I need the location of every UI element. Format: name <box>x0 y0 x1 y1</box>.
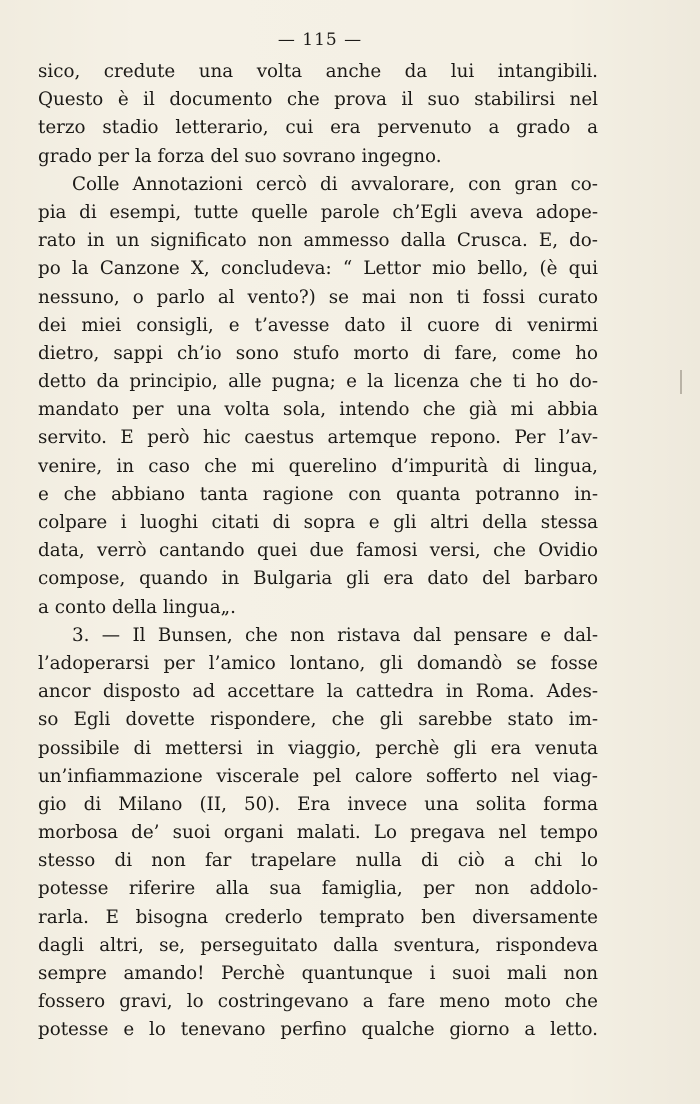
text-line: colpare i luoghi citati di sopra e gli altri della stessa <box>38 512 598 533</box>
text-line: so Egli dovette rispondere, che gli sarebbe stato im- <box>38 709 598 731</box>
text-line: dagli altri, se, perseguitato dalla sventura, rispondeva <box>38 934 598 956</box>
body-text <box>38 58 598 1045</box>
text-line: rato in un significato non ammesso dalla Crusca. E, do- <box>38 230 598 252</box>
text-line: sempre amando! Perchè quantunque i suoi mali non <box>38 963 598 984</box>
text-line: possibile di mettersi in viaggio, perchè gli era venuta <box>38 737 598 759</box>
text-line: servito. E però hic caestus artemque repono. Per l’av- <box>38 427 598 449</box>
text-line: mandato per una volta sola, intendo che già mi abbia <box>38 399 598 421</box>
text-line: morbosa de’ suoi organi malati. Lo pregava nel tempo <box>38 822 598 844</box>
text-line: gio di Milano (II, 50). Era invece una solita forma <box>38 793 598 815</box>
text-line: e che abbiano tanta ragione con quanta potranno in- <box>38 483 598 505</box>
text-line: un’infiammazione viscerale pel calore sofferto nel viag- <box>38 765 598 787</box>
text-line: potesse riferire alla sua famiglia, per non addolo- <box>38 878 598 900</box>
text-line: venire, in caso che mi querelino d’impurità di lingua, <box>38 455 598 477</box>
text-line: po la Canzone X, concludeva: “ Lettor mio bello, (è qui <box>38 258 598 280</box>
text-line: detto da principio, alle pugna; e la licenza che ti ho do- <box>38 371 598 393</box>
text-line: pia di esempi, tutte quelle parole ch’Egli aveva adope- <box>38 201 598 223</box>
text-line: 3. — Il Bunsen, che non ristava dal pensare e dal- <box>72 624 598 646</box>
text-line: potesse e lo tenevano perfino qualche giorno a letto. <box>38 1019 598 1041</box>
text-line: ancor disposto ad accettare la cattedra in Roma. Ades- <box>38 681 598 703</box>
margin-mark <box>680 370 682 394</box>
text-line: a conto della lingua„. <box>38 596 236 618</box>
text-line: terzo stadio letterario, cui era pervenuto a grado a <box>38 117 598 139</box>
text-line: dietro, sappi ch’io sono stufo morto di fare, come ho <box>38 342 598 364</box>
text-line: sico, credute una volta anche da lui intangibili. <box>38 61 598 82</box>
text-line: dei miei consigli, e t’avesse dato il cuore di venirmi <box>38 314 598 336</box>
text-line: grado per la forza del suo sovrano ingegno. <box>38 145 442 167</box>
text-line: nessuno, o parlo al vento?) se mai non ti fossi curato <box>38 286 598 308</box>
text-line: data, verrò cantando quei due famosi versi, che Ovidio <box>38 540 598 562</box>
text-line: fossero gravi, lo costringevano a fare meno moto che <box>38 991 598 1013</box>
text-line: rarla. E bisogna crederlo temprato ben diversamente <box>38 906 598 928</box>
page-number: — 115 — <box>277 30 363 50</box>
text-line: Colle Annotazioni cercò di avvalorare, con gran co- <box>72 173 598 195</box>
text-line: Questo è il documento che prova il suo stabilirsi nel <box>38 89 598 111</box>
text-line: l’adoperarsi per l’amico lontano, gli domandò se fosse <box>38 652 598 674</box>
text-line: stesso di non far trapelare nulla di ciò a chi lo <box>38 850 598 872</box>
text-line: compose, quando in Bulgaria gli era dato del barbaro <box>38 568 598 590</box>
